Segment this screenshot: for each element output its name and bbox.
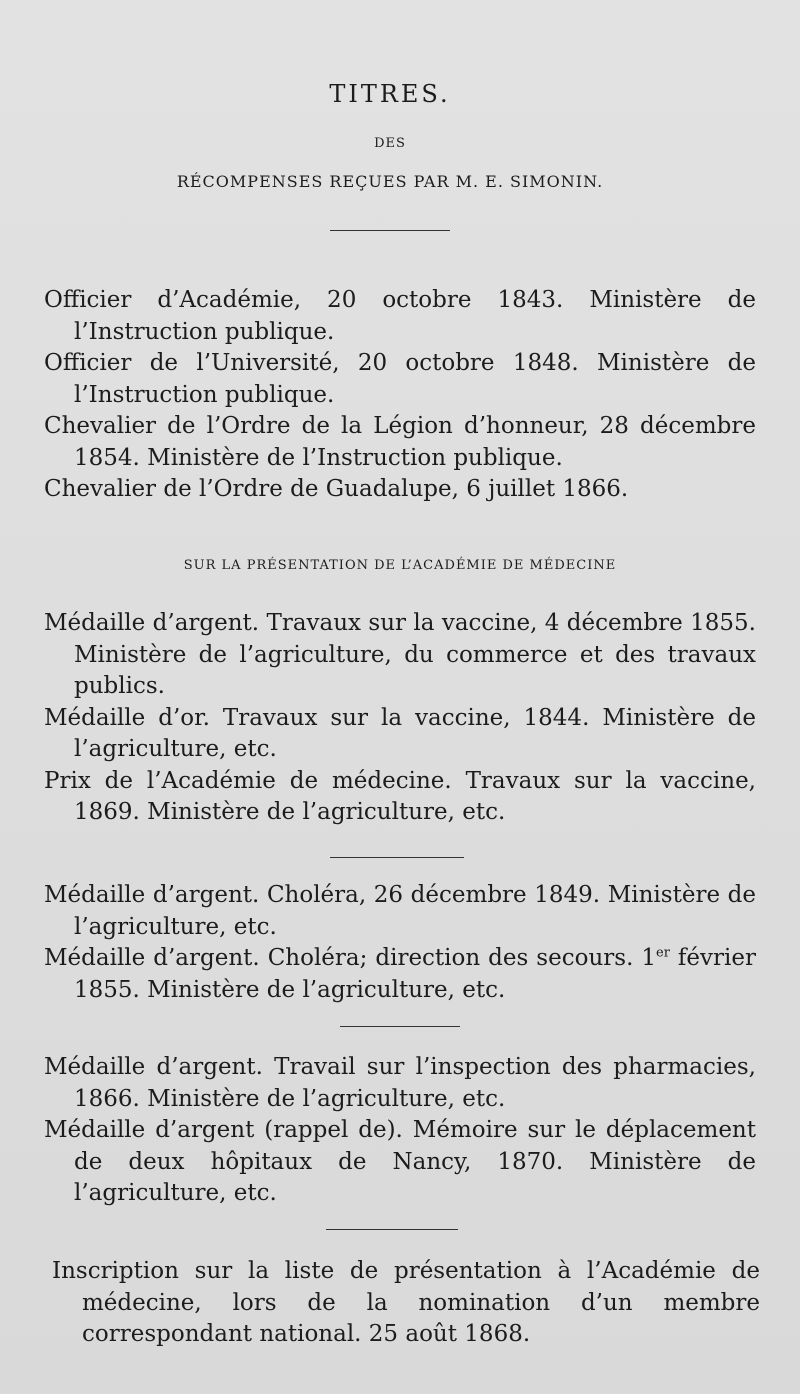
group-5 — [52, 1256, 760, 1351]
divider-2 — [330, 857, 464, 858]
entry-inscription-liste: Inscription sur la liste de présentation à l’Académie de médecine, lors de la nomination d’un membre correspondant national. 25 août 1868. — [52, 1258, 760, 1347]
entry-cholera-secours: Médaille d’argent. Choléra; direction des secours. 1er février 1855. Ministère de l’agriculture, etc. — [44, 945, 756, 1003]
entry-officier-academie: Officier d’Académie, 20 octobre 1843. Ministère de l’Instruction publique. — [44, 287, 756, 345]
group-4 — [44, 1052, 756, 1210]
group-2 — [44, 608, 756, 829]
page-title: TITRES. — [329, 80, 451, 108]
entry-inspection-pharmacies: Médaille d’argent. Travail sur l’inspection des pharmacies, 1866. Ministère de l’agriculture, etc. — [44, 1054, 756, 1112]
entry-prix-academie: Prix de l’Académie de médecine. Travaux sur la vaccine, 1869. Ministère de l’agriculture, etc. — [44, 767, 756, 825]
group-1 — [44, 285, 756, 506]
entry-legion-honneur: Chevalier de l’Ordre de la Légion d’honneur, 28 décembre 1854. Ministère de l’Instruction publique. — [44, 413, 756, 471]
entry-hopitaux-nancy: Médaille d’argent (rappel de). Mémoire sur le déplacement de deux hôpitaux de Nancy, 1870. Ministère de l’agriculture, etc. — [44, 1117, 756, 1206]
entry-officier-universite: Officier de l’Université, 20 octobre 1848. Ministère de l’Instruction publique. — [44, 350, 756, 408]
entry-cholera-1849: Médaille d’argent. Choléra, 26 décembre 1849. Ministère de l’agriculture, etc. — [44, 882, 756, 940]
page-subtitle: RÉCOMPENSES REÇUES PAR M. E. SIMONIN. — [176, 172, 604, 191]
entry-guadalupe: Chevalier de l’Ordre de Guadalupe, 6 juillet 1866. — [44, 476, 629, 502]
subtitle-des: DES — [374, 136, 406, 151]
divider-3 — [340, 1026, 460, 1027]
section-label: SUR LA PRÉSENTATION DE L’ACADÉMIE DE MÉDECINE — [183, 558, 617, 573]
divider-1 — [330, 230, 450, 231]
entry-medaille-or-vaccine: Médaille d’or. Travaux sur la vaccine, 1844. Ministère de l’agriculture, etc. — [44, 704, 756, 762]
group-3 — [44, 880, 756, 1006]
divider-4 — [326, 1229, 458, 1230]
entry-medaille-argent-vaccine: Médaille d’argent. Travaux sur la vaccine, 4 décembre 1855. Ministère de l’agriculture, du commerce et des travaux publics. — [44, 610, 756, 699]
